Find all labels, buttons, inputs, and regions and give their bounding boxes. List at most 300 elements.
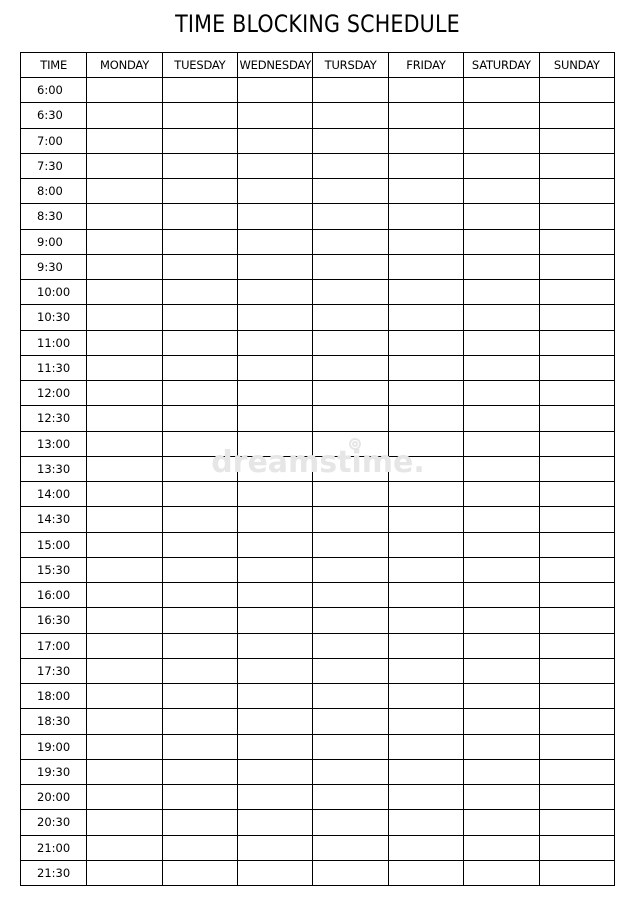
schedule-cell-wednesday[interactable] (238, 583, 313, 608)
schedule-row (21, 254, 615, 279)
schedule-row (21, 381, 615, 406)
schedule-cell-tuesday[interactable] (162, 431, 237, 456)
schedule-cell-sunday[interactable] (539, 835, 614, 860)
schedule-cell-friday[interactable] (388, 456, 463, 481)
schedule-cell-friday[interactable] (388, 810, 463, 835)
schedule-cell-thursday[interactable] (313, 330, 388, 355)
schedule-cell-sunday[interactable] (539, 179, 614, 204)
schedule-cell-sunday[interactable] (539, 406, 614, 431)
schedule-cell-thursday[interactable] (313, 482, 388, 507)
schedule-cell-sunday[interactable] (539, 482, 614, 507)
schedule-cell-thursday[interactable] (313, 153, 388, 178)
schedule-cell-sunday[interactable] (539, 153, 614, 178)
schedule-cell-thursday[interactable] (313, 810, 388, 835)
schedule-cell-friday[interactable] (388, 608, 463, 633)
schedule-cell-monday[interactable] (87, 280, 162, 305)
schedule-cell-friday[interactable] (388, 128, 463, 153)
schedule-cell-wednesday[interactable] (238, 330, 313, 355)
schedule-cell-saturday[interactable] (464, 280, 539, 305)
schedule-row (21, 734, 615, 759)
time-slot-label: 6:00 (21, 78, 87, 103)
schedule-row (21, 633, 615, 658)
schedule-cell-monday[interactable] (87, 633, 162, 658)
schedule-cell-wednesday[interactable] (238, 179, 313, 204)
schedule-cell-monday[interactable] (87, 330, 162, 355)
schedule-cell-sunday[interactable] (539, 734, 614, 759)
schedule-cell-friday[interactable] (388, 532, 463, 557)
schedule-cell-tuesday[interactable] (162, 381, 237, 406)
schedule-cell-monday[interactable] (87, 128, 162, 153)
schedule-cell-thursday[interactable] (313, 78, 388, 103)
schedule-cell-wednesday[interactable] (238, 406, 313, 431)
schedule-row (21, 507, 615, 532)
schedule-cell-saturday[interactable] (464, 305, 539, 330)
schedule-cell-saturday[interactable] (464, 229, 539, 254)
schedule-cell-saturday[interactable] (464, 709, 539, 734)
schedule-cell-friday[interactable] (388, 482, 463, 507)
schedule-cell-monday[interactable] (87, 835, 162, 860)
schedule-cell-sunday[interactable] (539, 431, 614, 456)
time-slot-label: 18:30 (21, 709, 87, 734)
schedule-cell-saturday[interactable] (464, 482, 539, 507)
time-slot-label: 7:30 (21, 153, 87, 178)
schedule-cell-tuesday[interactable] (162, 583, 237, 608)
schedule-row (21, 431, 615, 456)
schedule-cell-friday[interactable] (388, 254, 463, 279)
time-slot-label: 19:30 (21, 759, 87, 784)
schedule-cell-sunday[interactable] (539, 507, 614, 532)
schedule-row (21, 406, 615, 431)
schedule-cell-saturday[interactable] (464, 684, 539, 709)
schedule-cell-friday[interactable] (388, 583, 463, 608)
schedule-row (21, 229, 615, 254)
schedule-row (21, 128, 615, 153)
schedule-cell-wednesday[interactable] (238, 280, 313, 305)
schedule-cell-saturday[interactable] (464, 734, 539, 759)
header-row (21, 53, 615, 78)
schedule-cell-tuesday[interactable] (162, 355, 237, 380)
schedule-row (21, 103, 615, 128)
schedule-cell-thursday[interactable] (313, 355, 388, 380)
schedule-cell-friday[interactable] (388, 431, 463, 456)
schedule-cell-sunday[interactable] (539, 204, 614, 229)
schedule-cell-sunday[interactable] (539, 684, 614, 709)
time-slot-label: 12:00 (21, 381, 87, 406)
schedule-row (21, 583, 615, 608)
time-slot-label: 11:30 (21, 355, 87, 380)
schedule-row (21, 204, 615, 229)
schedule-cell-wednesday[interactable] (238, 608, 313, 633)
schedule-cell-thursday[interactable] (313, 381, 388, 406)
schedule-cell-tuesday[interactable] (162, 507, 237, 532)
schedule-cell-sunday[interactable] (539, 532, 614, 557)
schedule-cell-saturday[interactable] (464, 406, 539, 431)
schedule-cell-tuesday[interactable] (162, 103, 237, 128)
schedule-cell-sunday[interactable] (539, 557, 614, 582)
schedule-cell-thursday[interactable] (313, 179, 388, 204)
schedule-cell-monday[interactable] (87, 608, 162, 633)
schedule-cell-sunday[interactable] (539, 709, 614, 734)
schedule-cell-monday[interactable] (87, 456, 162, 481)
schedule-cell-saturday[interactable] (464, 431, 539, 456)
schedule-cell-thursday[interactable] (313, 254, 388, 279)
time-slot-label: 18:00 (21, 684, 87, 709)
schedule-cell-saturday[interactable] (464, 381, 539, 406)
time-slot-label: 6:30 (21, 103, 87, 128)
schedule-cell-wednesday[interactable] (238, 254, 313, 279)
schedule-cell-saturday[interactable] (464, 153, 539, 178)
time-slot-label: 13:30 (21, 456, 87, 481)
schedule-table (20, 52, 615, 886)
schedule-cell-sunday[interactable] (539, 280, 614, 305)
schedule-cell-tuesday[interactable] (162, 229, 237, 254)
schedule-cell-wednesday[interactable] (238, 128, 313, 153)
schedule-row (21, 355, 615, 380)
schedule-row (21, 305, 615, 330)
schedule-cell-saturday[interactable] (464, 810, 539, 835)
time-slot-label: 9:30 (21, 254, 87, 279)
schedule-cell-friday[interactable] (388, 330, 463, 355)
schedule-cell-wednesday[interactable] (238, 759, 313, 784)
time-slot-label: 15:30 (21, 557, 87, 582)
schedule-cell-tuesday[interactable] (162, 608, 237, 633)
column-header-thursday: TURSDAY (313, 53, 388, 78)
schedule-cell-tuesday[interactable] (162, 179, 237, 204)
schedule-cell-tuesday[interactable] (162, 684, 237, 709)
page-title: TIME BLOCKING SCHEDULE (175, 10, 460, 38)
schedule-row (21, 456, 615, 481)
schedule-cell-saturday[interactable] (464, 507, 539, 532)
column-header-saturday: SATURDAY (464, 53, 539, 78)
schedule-cell-saturday[interactable] (464, 557, 539, 582)
schedule-cell-thursday[interactable] (313, 658, 388, 683)
schedule-cell-saturday[interactable] (464, 78, 539, 103)
schedule-cell-wednesday[interactable] (238, 507, 313, 532)
time-slot-label: 7:00 (21, 128, 87, 153)
schedule-cell-sunday[interactable] (539, 254, 614, 279)
schedule-cell-wednesday[interactable] (238, 355, 313, 380)
schedule-cell-sunday[interactable] (539, 355, 614, 380)
schedule-cell-monday[interactable] (87, 381, 162, 406)
schedule-cell-thursday[interactable] (313, 103, 388, 128)
schedule-cell-sunday[interactable] (539, 759, 614, 784)
schedule-cell-friday[interactable] (388, 709, 463, 734)
schedule-cell-tuesday[interactable] (162, 709, 237, 734)
schedule-cell-tuesday[interactable] (162, 557, 237, 582)
time-slot-label: 20:30 (21, 810, 87, 835)
schedule-cell-friday[interactable] (388, 759, 463, 784)
schedule-cell-monday[interactable] (87, 557, 162, 582)
schedule-cell-saturday[interactable] (464, 128, 539, 153)
schedule-cell-tuesday[interactable] (162, 785, 237, 810)
schedule-cell-wednesday[interactable] (238, 532, 313, 557)
schedule-cell-monday[interactable] (87, 810, 162, 835)
schedule-row (21, 482, 615, 507)
schedule-cell-tuesday[interactable] (162, 280, 237, 305)
schedule-cell-wednesday[interactable] (238, 709, 313, 734)
schedule-cell-thursday[interactable] (313, 557, 388, 582)
schedule-cell-sunday[interactable] (539, 456, 614, 481)
schedule-cell-friday[interactable] (388, 204, 463, 229)
schedule-cell-friday[interactable] (388, 835, 463, 860)
schedule-cell-wednesday[interactable] (238, 204, 313, 229)
schedule-cell-sunday[interactable] (539, 810, 614, 835)
schedule-cell-wednesday[interactable] (238, 684, 313, 709)
time-slot-label: 16:30 (21, 608, 87, 633)
time-slot-label: 9:00 (21, 229, 87, 254)
column-header-wednesday: WEDNESDAY (238, 53, 313, 78)
schedule-row (21, 532, 615, 557)
schedule-cell-tuesday[interactable] (162, 633, 237, 658)
schedule-cell-tuesday[interactable] (162, 734, 237, 759)
column-header-tuesday: TUESDAY (162, 53, 237, 78)
schedule-cell-sunday[interactable] (539, 330, 614, 355)
schedule-cell-friday[interactable] (388, 860, 463, 885)
schedule-cell-saturday[interactable] (464, 204, 539, 229)
time-slot-label: 20:00 (21, 785, 87, 810)
schedule-cell-tuesday[interactable] (162, 759, 237, 784)
schedule-cell-monday[interactable] (87, 734, 162, 759)
schedule-cell-wednesday[interactable] (238, 229, 313, 254)
schedule-cell-friday[interactable] (388, 153, 463, 178)
schedule-cell-friday[interactable] (388, 785, 463, 810)
time-slot-label: 17:00 (21, 633, 87, 658)
time-slot-label: 10:00 (21, 280, 87, 305)
schedule-cell-thursday[interactable] (313, 608, 388, 633)
schedule-cell-wednesday[interactable] (238, 103, 313, 128)
schedule-cell-saturday[interactable] (464, 633, 539, 658)
schedule-row (21, 785, 615, 810)
time-slot-label: 21:00 (21, 835, 87, 860)
schedule-cell-friday[interactable] (388, 658, 463, 683)
schedule-cell-thursday[interactable] (313, 633, 388, 658)
schedule-cell-monday[interactable] (87, 103, 162, 128)
schedule-cell-tuesday[interactable] (162, 810, 237, 835)
schedule-cell-wednesday[interactable] (238, 835, 313, 860)
schedule-cell-tuesday[interactable] (162, 254, 237, 279)
schedule-row (21, 608, 615, 633)
schedule-cell-saturday[interactable] (464, 608, 539, 633)
column-header-time: TIME (21, 53, 87, 78)
schedule-row (21, 280, 615, 305)
schedule-cell-friday[interactable] (388, 633, 463, 658)
schedule-cell-saturday[interactable] (464, 103, 539, 128)
schedule-row (21, 78, 615, 103)
schedule-cell-monday[interactable] (87, 431, 162, 456)
schedule-cell-sunday[interactable] (539, 103, 614, 128)
schedule-cell-wednesday[interactable] (238, 810, 313, 835)
schedule-cell-saturday[interactable] (464, 532, 539, 557)
schedule-cell-monday[interactable] (87, 507, 162, 532)
schedule-cell-friday[interactable] (388, 229, 463, 254)
schedule-cell-sunday[interactable] (539, 229, 614, 254)
schedule-cell-thursday[interactable] (313, 583, 388, 608)
schedule-cell-monday[interactable] (87, 229, 162, 254)
time-slot-label: 17:30 (21, 658, 87, 683)
watermark-text: dreamstime. (210, 445, 425, 480)
schedule-row (21, 684, 615, 709)
schedule-row (21, 709, 615, 734)
schedule-cell-wednesday[interactable] (238, 633, 313, 658)
schedule-row (21, 860, 615, 885)
schedule-cell-tuesday[interactable] (162, 330, 237, 355)
schedule-cell-thursday[interactable] (313, 128, 388, 153)
schedule-cell-saturday[interactable] (464, 254, 539, 279)
schedule-cell-sunday[interactable] (539, 78, 614, 103)
schedule-row (21, 658, 615, 683)
time-slot-label: 13:00 (21, 431, 87, 456)
schedule-cell-wednesday[interactable] (238, 557, 313, 582)
schedule-cell-saturday[interactable] (464, 355, 539, 380)
schedule-cell-monday[interactable] (87, 709, 162, 734)
schedule-row (21, 557, 615, 582)
schedule-cell-wednesday[interactable] (238, 78, 313, 103)
schedule-cell-thursday[interactable] (313, 229, 388, 254)
schedule-cell-wednesday[interactable] (238, 153, 313, 178)
schedule-cell-sunday[interactable] (539, 860, 614, 885)
schedule-row (21, 759, 615, 784)
schedule-cell-friday[interactable] (388, 179, 463, 204)
column-header-monday: MONDAY (87, 53, 162, 78)
time-slot-label: 15:00 (21, 532, 87, 557)
schedule-cell-friday[interactable] (388, 684, 463, 709)
schedule-cell-sunday[interactable] (539, 658, 614, 683)
schedule-cell-wednesday[interactable] (238, 482, 313, 507)
schedule-cell-wednesday[interactable] (238, 734, 313, 759)
schedule-cell-saturday[interactable] (464, 456, 539, 481)
schedule-cell-saturday[interactable] (464, 658, 539, 683)
schedule-cell-saturday[interactable] (464, 583, 539, 608)
time-slot-label: 16:00 (21, 583, 87, 608)
schedule-cell-saturday[interactable] (464, 179, 539, 204)
schedule-cell-tuesday[interactable] (162, 78, 237, 103)
schedule-cell-thursday[interactable] (313, 759, 388, 784)
schedule-cell-thursday[interactable] (313, 684, 388, 709)
schedule-cell-friday[interactable] (388, 355, 463, 380)
schedule-cell-sunday[interactable] (539, 633, 614, 658)
time-slot-label: 21:30 (21, 860, 87, 885)
schedule-cell-thursday[interactable] (313, 860, 388, 885)
schedule-cell-sunday[interactable] (539, 305, 614, 330)
schedule-cell-monday[interactable] (87, 406, 162, 431)
schedule-cell-monday[interactable] (87, 785, 162, 810)
time-slot-label: 11:00 (21, 330, 87, 355)
column-header-friday: FRIDAY (388, 53, 463, 78)
schedule-cell-sunday[interactable] (539, 785, 614, 810)
schedule-cell-thursday[interactable] (313, 280, 388, 305)
schedule-cell-saturday[interactable] (464, 759, 539, 784)
schedule-cell-thursday[interactable] (313, 204, 388, 229)
schedule-cell-thursday[interactable] (313, 305, 388, 330)
schedule-cell-wednesday[interactable] (238, 860, 313, 885)
schedule-cell-friday[interactable] (388, 557, 463, 582)
schedule-cell-thursday[interactable] (313, 532, 388, 557)
time-slot-label: 14:00 (21, 482, 87, 507)
schedule-cell-tuesday[interactable] (162, 482, 237, 507)
time-slot-label: 12:30 (21, 406, 87, 431)
schedule-cell-thursday[interactable] (313, 785, 388, 810)
schedule-cell-thursday[interactable] (313, 709, 388, 734)
column-header-sunday: SUNDAY (539, 53, 614, 78)
schedule-cell-sunday[interactable] (539, 381, 614, 406)
schedule-cell-sunday[interactable] (539, 608, 614, 633)
schedule-cell-wednesday[interactable] (238, 381, 313, 406)
schedule-cell-monday[interactable] (87, 583, 162, 608)
schedule-cell-friday[interactable] (388, 507, 463, 532)
schedule-row (21, 810, 615, 835)
schedule-cell-tuesday[interactable] (162, 128, 237, 153)
schedule-cell-saturday[interactable] (464, 330, 539, 355)
schedule-cell-wednesday[interactable] (238, 785, 313, 810)
schedule-cell-wednesday[interactable] (238, 431, 313, 456)
schedule-cell-monday[interactable] (87, 684, 162, 709)
schedule-row (21, 330, 615, 355)
schedule-cell-sunday[interactable] (539, 583, 614, 608)
schedule-cell-friday[interactable] (388, 381, 463, 406)
schedule-row (21, 153, 615, 178)
schedule-cell-tuesday[interactable] (162, 860, 237, 885)
schedule-cell-monday[interactable] (87, 78, 162, 103)
schedule-cell-thursday[interactable] (313, 456, 388, 481)
schedule-cell-monday[interactable] (87, 305, 162, 330)
schedule-cell-thursday[interactable] (313, 406, 388, 431)
schedule-cell-thursday[interactable] (313, 507, 388, 532)
schedule-cell-tuesday[interactable] (162, 456, 237, 481)
schedule-cell-monday[interactable] (87, 482, 162, 507)
schedule-cell-friday[interactable] (388, 305, 463, 330)
schedule-cell-tuesday[interactable] (162, 153, 237, 178)
schedule-cell-friday[interactable] (388, 78, 463, 103)
schedule-cell-wednesday[interactable] (238, 456, 313, 481)
schedule-cell-tuesday[interactable] (162, 406, 237, 431)
schedule-cell-tuesday[interactable] (162, 658, 237, 683)
schedule-cell-saturday[interactable] (464, 785, 539, 810)
schedule-cell-tuesday[interactable] (162, 532, 237, 557)
schedule-cell-monday[interactable] (87, 860, 162, 885)
schedule-cell-monday[interactable] (87, 658, 162, 683)
schedule-cell-monday[interactable] (87, 204, 162, 229)
schedule-cell-thursday[interactable] (313, 734, 388, 759)
schedule-cell-friday[interactable] (388, 406, 463, 431)
time-slot-label: 10:30 (21, 305, 87, 330)
schedule-cell-friday[interactable] (388, 280, 463, 305)
time-slot-label: 14:30 (21, 507, 87, 532)
schedule-cell-monday[interactable] (87, 254, 162, 279)
schedule-cell-tuesday[interactable] (162, 835, 237, 860)
schedule-cell-wednesday[interactable] (238, 305, 313, 330)
schedule-cell-wednesday[interactable] (238, 658, 313, 683)
schedule-cell-tuesday[interactable] (162, 305, 237, 330)
time-slot-label: 8:30 (21, 204, 87, 229)
schedule-cell-monday[interactable] (87, 179, 162, 204)
schedule-cell-saturday[interactable] (464, 860, 539, 885)
schedule-cell-saturday[interactable] (464, 835, 539, 860)
time-slot-label: 19:00 (21, 734, 87, 759)
schedule-row (21, 179, 615, 204)
schedule-cell-tuesday[interactable] (162, 204, 237, 229)
schedule-cell-sunday[interactable] (539, 128, 614, 153)
schedule-cell-monday[interactable] (87, 532, 162, 557)
schedule-cell-monday[interactable] (87, 759, 162, 784)
schedule-row (21, 835, 615, 860)
schedule-cell-thursday[interactable] (313, 835, 388, 860)
schedule-cell-monday[interactable] (87, 355, 162, 380)
schedule-cell-thursday[interactable] (313, 431, 388, 456)
schedule-cell-monday[interactable] (87, 153, 162, 178)
schedule-cell-friday[interactable] (388, 103, 463, 128)
time-slot-label: 8:00 (21, 179, 87, 204)
schedule-cell-friday[interactable] (388, 734, 463, 759)
